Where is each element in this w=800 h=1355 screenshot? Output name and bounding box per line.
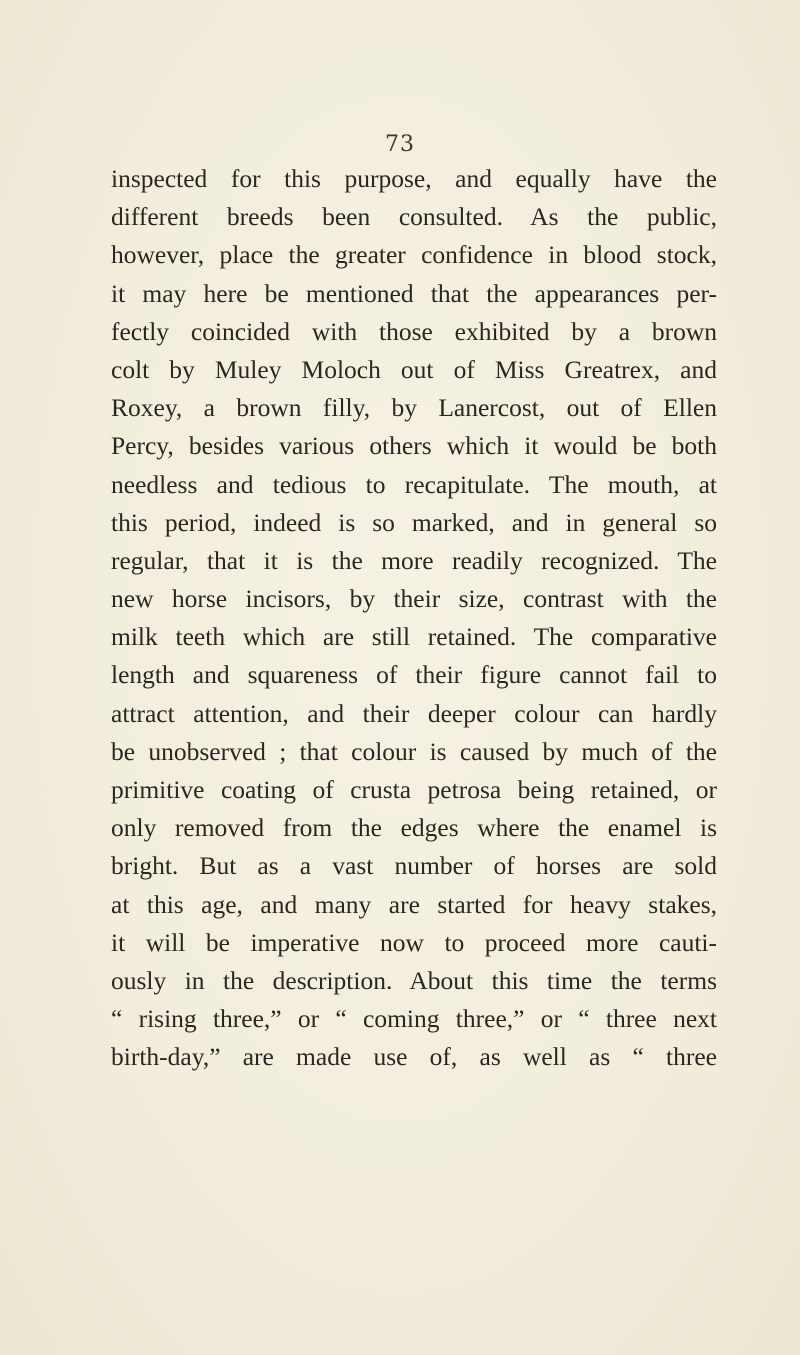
text-line: colt by Muley Moloch out of Miss Greatrex, and (111, 354, 717, 384)
text-line: Roxey, a brown filly, by Lanercost, out of Ellen (111, 393, 717, 423)
text-line: fectly coincided with those exhibited by a brown (111, 316, 717, 346)
text-line: primitive coating of crusta petrosa being retained, or (111, 775, 717, 804)
text-line: milk teeth which are still retained. The comparative (111, 622, 717, 652)
text-line: it may here be mentioned that the appearances per- (111, 278, 717, 308)
text-line: however, place the greater confidence in blood stock, (111, 240, 717, 270)
text-line: needless and tedious to recapitulate. The mouth, at (111, 469, 717, 499)
text-line: different breeds been consulted. As the public, (111, 202, 717, 232)
text-line: inspected for this purpose, and equally have the (111, 164, 717, 193)
text-line: bright. But as a vast number of horses are sold (111, 851, 717, 881)
text-line: regular, that it is the more readily recognized. The (111, 545, 717, 575)
text-line: it will be imperative now to proceed more cauti- (111, 927, 717, 957)
text-line: birth-day,” are made use of, as well as “ three (111, 1042, 717, 1072)
text-line: attract attention, and their deeper colour can hardly (111, 698, 717, 728)
page-number: 73 (385, 132, 415, 157)
text-line: be unobserved ; that colour is caused by much of the (111, 736, 717, 766)
body-text (111, 160, 717, 1077)
text-line: at this age, and many are started for heavy stakes, (111, 889, 717, 919)
text-line: length and squareness of their figure cannot fail to (111, 660, 717, 690)
text-line: this period, indeed is so marked, and in general so (111, 507, 717, 537)
text-line: only removed from the edges where the enamel is (111, 813, 717, 843)
text-line: Percy, besides various others which it would be both (111, 431, 717, 461)
text-line: “ rising three,” or “ coming three,” or “ three next (111, 1004, 717, 1034)
text-line: ously in the description. About this time the terms (111, 965, 717, 995)
text-line: new horse incisors, by their size, contrast with the (111, 584, 717, 614)
